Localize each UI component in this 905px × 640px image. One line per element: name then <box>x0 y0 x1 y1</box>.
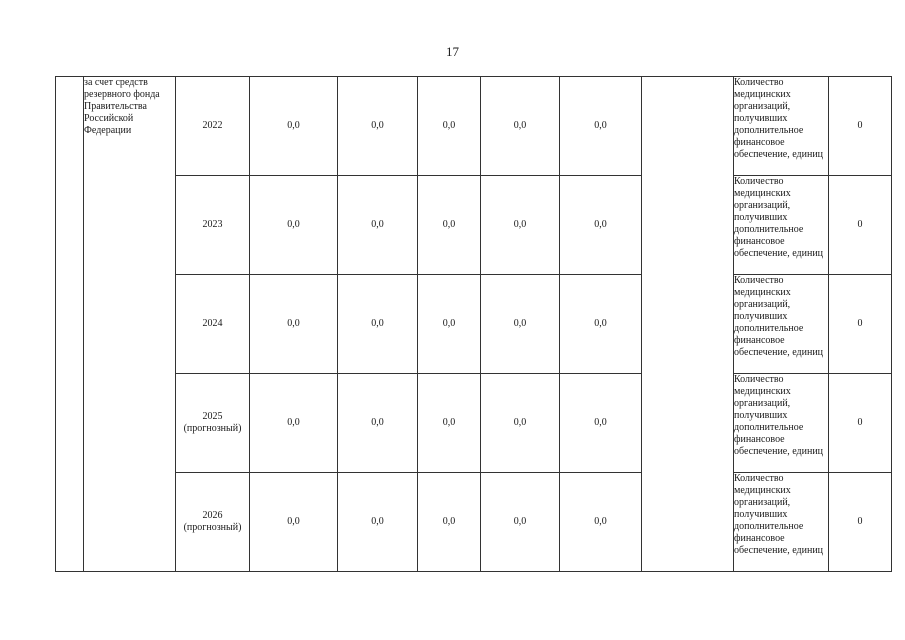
value-cell: 0,0 <box>560 473 642 572</box>
year-cell: 2025 (прогнозный) <box>176 374 250 473</box>
value-cell: 0,0 <box>560 275 642 374</box>
value-cell: 0,0 <box>418 77 481 176</box>
value-cell: 0,0 <box>481 176 560 275</box>
year-cell: 2026 (прогнозный) <box>176 473 250 572</box>
funding-table <box>55 76 892 572</box>
funding-source-cell: за счет средств резервного фонда Правительства Российской Федерации <box>84 77 176 572</box>
value-cell: 0,0 <box>338 176 418 275</box>
value-cell: 0,0 <box>250 473 338 572</box>
value-cell: 0,0 <box>418 473 481 572</box>
table-row <box>56 176 892 275</box>
value-cell: 0,0 <box>250 176 338 275</box>
value-cell: 0,0 <box>250 374 338 473</box>
target-value-cell: 0 <box>829 374 892 473</box>
year-cell: 2024 <box>176 275 250 374</box>
target-value-cell: 0 <box>829 77 892 176</box>
value-cell: 0,0 <box>560 374 642 473</box>
indicator-cell: Количество медицинских организаций, получивших дополнительное финансовое обеспечение, единиц <box>734 77 829 176</box>
table-row <box>56 275 892 374</box>
page-number: 17 <box>446 44 459 59</box>
target-value-cell: 0 <box>829 176 892 275</box>
value-cell: 0,0 <box>418 176 481 275</box>
row-number-cell <box>56 77 84 572</box>
value-cell: 0,0 <box>560 77 642 176</box>
value-cell: 0,0 <box>250 275 338 374</box>
year-cell: 2022 <box>176 77 250 176</box>
target-value-cell: 0 <box>829 473 892 572</box>
value-cell: 0,0 <box>338 473 418 572</box>
empty-cell <box>642 77 734 572</box>
indicator-cell: Количество медицинских организаций, получивших дополнительное финансовое обеспечение, единиц <box>734 374 829 473</box>
value-cell: 0,0 <box>338 374 418 473</box>
value-cell: 0,0 <box>418 275 481 374</box>
value-cell: 0,0 <box>250 77 338 176</box>
table-row <box>56 77 892 176</box>
target-value-cell: 0 <box>829 275 892 374</box>
indicator-cell: Количество медицинских организаций, получивших дополнительное финансовое обеспечение, единиц <box>734 275 829 374</box>
value-cell: 0,0 <box>481 275 560 374</box>
value-cell: 0,0 <box>338 77 418 176</box>
value-cell: 0,0 <box>338 275 418 374</box>
value-cell: 0,0 <box>481 374 560 473</box>
indicator-cell: Количество медицинских организаций, получивших дополнительное финансовое обеспечение, единиц <box>734 473 829 572</box>
indicator-cell: Количество медицинских организаций, получивших дополнительное финансовое обеспечение, единиц <box>734 176 829 275</box>
table-row <box>56 374 892 473</box>
table-row <box>56 473 892 572</box>
value-cell: 0,0 <box>481 473 560 572</box>
year-cell: 2023 <box>176 176 250 275</box>
value-cell: 0,0 <box>560 176 642 275</box>
value-cell: 0,0 <box>481 77 560 176</box>
value-cell: 0,0 <box>418 374 481 473</box>
